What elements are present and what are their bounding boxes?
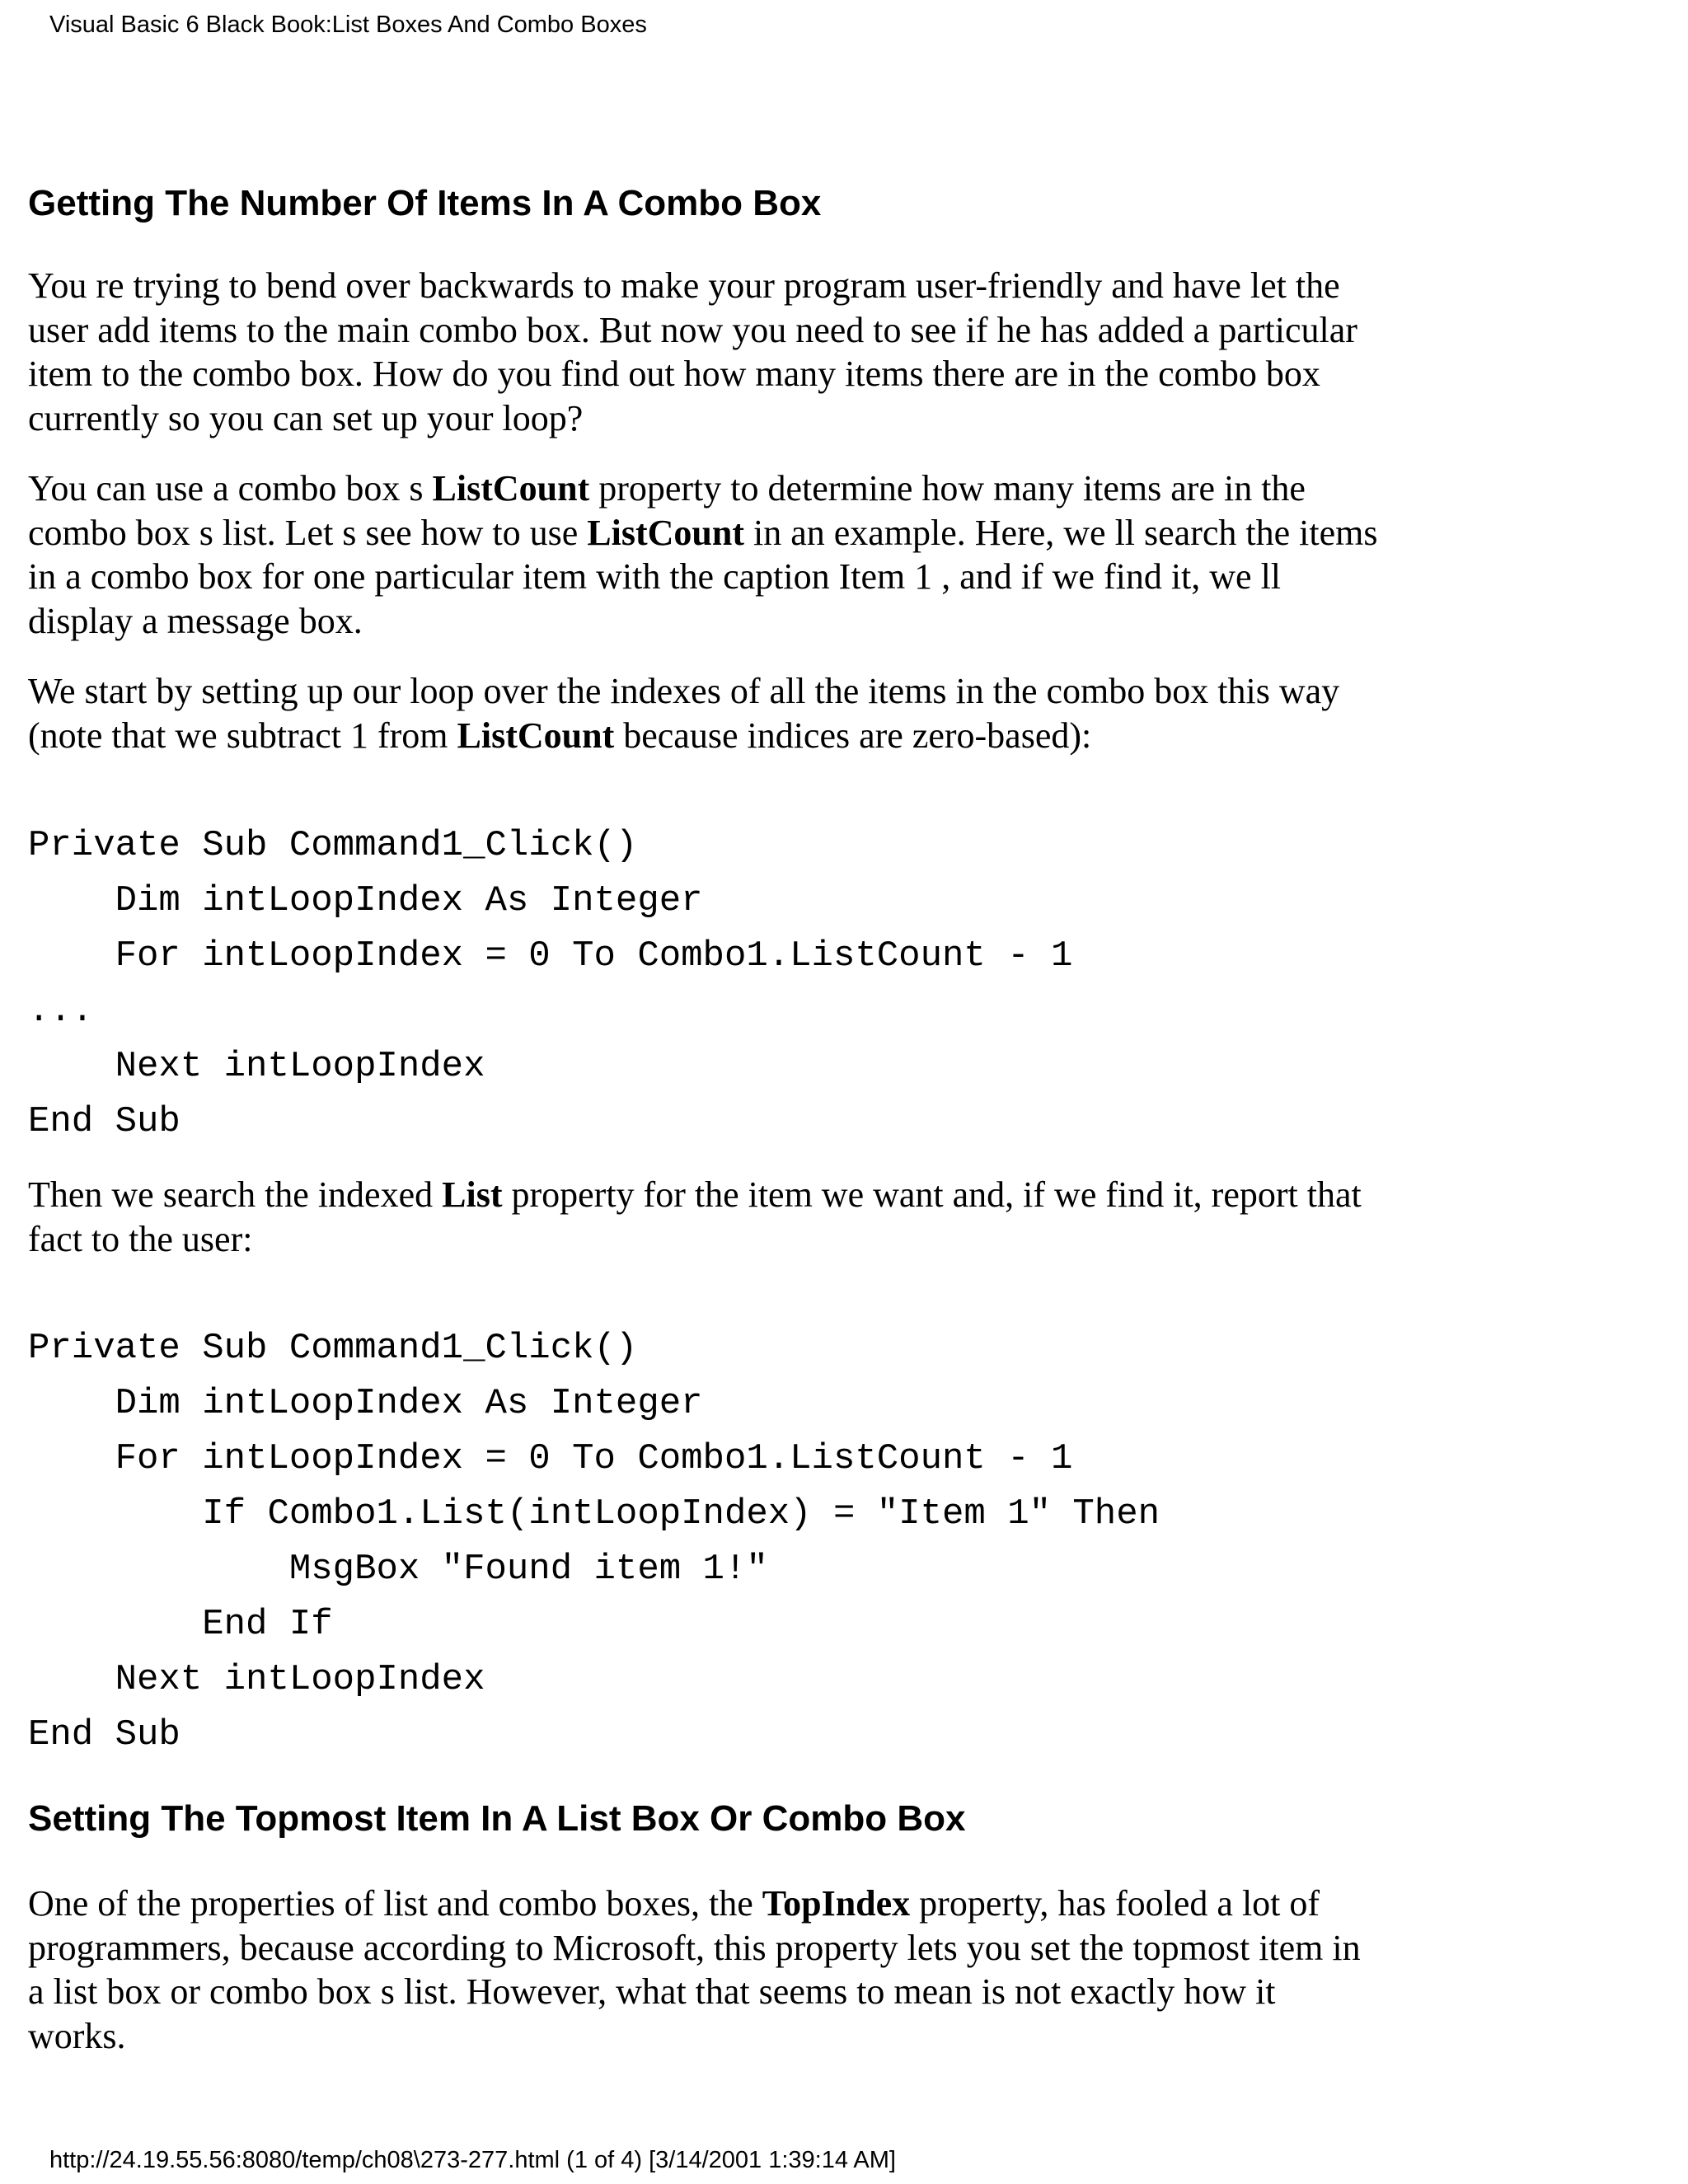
paragraph-intro: You re trying to bend over backwards to make your program user-friendly and have let the user add items to the main combo box. But now you need to see if he has added a particular item to the combo box. How do you find out how many items there are in the combo box currently so you can set up your loop? — [28, 265, 1357, 438]
paragraph-topindex: One of the properties of list and combo boxes, the TopIndex property, has fooled a lot of programmers, because according to Microsoft, this property lets you set the topmost item in a list box or combo box s list. However, what that seems to mean is not exactly how it works. — [28, 1883, 1361, 2056]
section-heading-topmost-item: Setting The Topmost Item In A List Box Or Combo Box — [28, 1798, 966, 1839]
code-line: ... — [28, 991, 94, 1032]
code-line: Dim intLoopIndex As Integer — [28, 1383, 703, 1424]
keyword-listcount: ListCount — [457, 715, 615, 756]
code-line: Next intLoopIndex — [28, 1659, 485, 1700]
code-line: End Sub — [28, 1714, 181, 1755]
paragraph-search-list: Then we search the indexed List property for the item we want and, if we find it, report that fact to the user: — [28, 1174, 1362, 1259]
code-block-loop — [28, 818, 1072, 1150]
code-line: MsgBox "Found item 1!" — [28, 1549, 768, 1590]
code-line: End Sub — [28, 1101, 181, 1142]
code-line: For intLoopIndex = 0 To Combo1.ListCount - 1 — [28, 1438, 1073, 1479]
code-line: For intLoopIndex = 0 To Combo1.ListCount - 1 — [28, 935, 1073, 977]
paragraph-listcount: You can use a combo box s ListCount property to determine how many items are in the combo box s list. Let s see how to use ListCount in an example. Here, we ll search the items in a combo box for one particular item with the caption Item 1 , and if we find it, we ll display a message box. — [28, 468, 1378, 641]
code-line: Next intLoopIndex — [28, 1046, 485, 1087]
code-line: If Combo1.List(intLoopIndex) = "Item 1" Then — [28, 1493, 1160, 1535]
code-line: Dim intLoopIndex As Integer — [28, 880, 703, 921]
keyword-listcount: ListCount — [432, 468, 590, 509]
keyword-list: List — [442, 1174, 503, 1215]
paragraph-loop-setup: We start by setting up our loop over the indexes of all the items in the combo box this way (note that we subtract 1 from ListCount because indices are zero-based): — [28, 671, 1340, 756]
code-line: Private Sub Command1_Click() — [28, 1328, 638, 1369]
section-heading-item-count: Getting The Number Of Items In A Combo Box — [28, 183, 822, 223]
code-line: Private Sub Command1_Click() — [28, 825, 638, 866]
page-footer: http://24.19.55.56:8080/temp/ch08\273-277.html (1 of 4) [3/14/2001 1:39:14 AM] — [49, 2147, 896, 2173]
keyword-listcount: ListCount — [587, 512, 744, 553]
code-line: End If — [28, 1604, 333, 1645]
code-block-search — [28, 1321, 1160, 1763]
page-header: Visual Basic 6 Black Book:List Boxes And Combo Boxes — [49, 12, 647, 38]
keyword-topindex: TopIndex — [762, 1883, 911, 1924]
